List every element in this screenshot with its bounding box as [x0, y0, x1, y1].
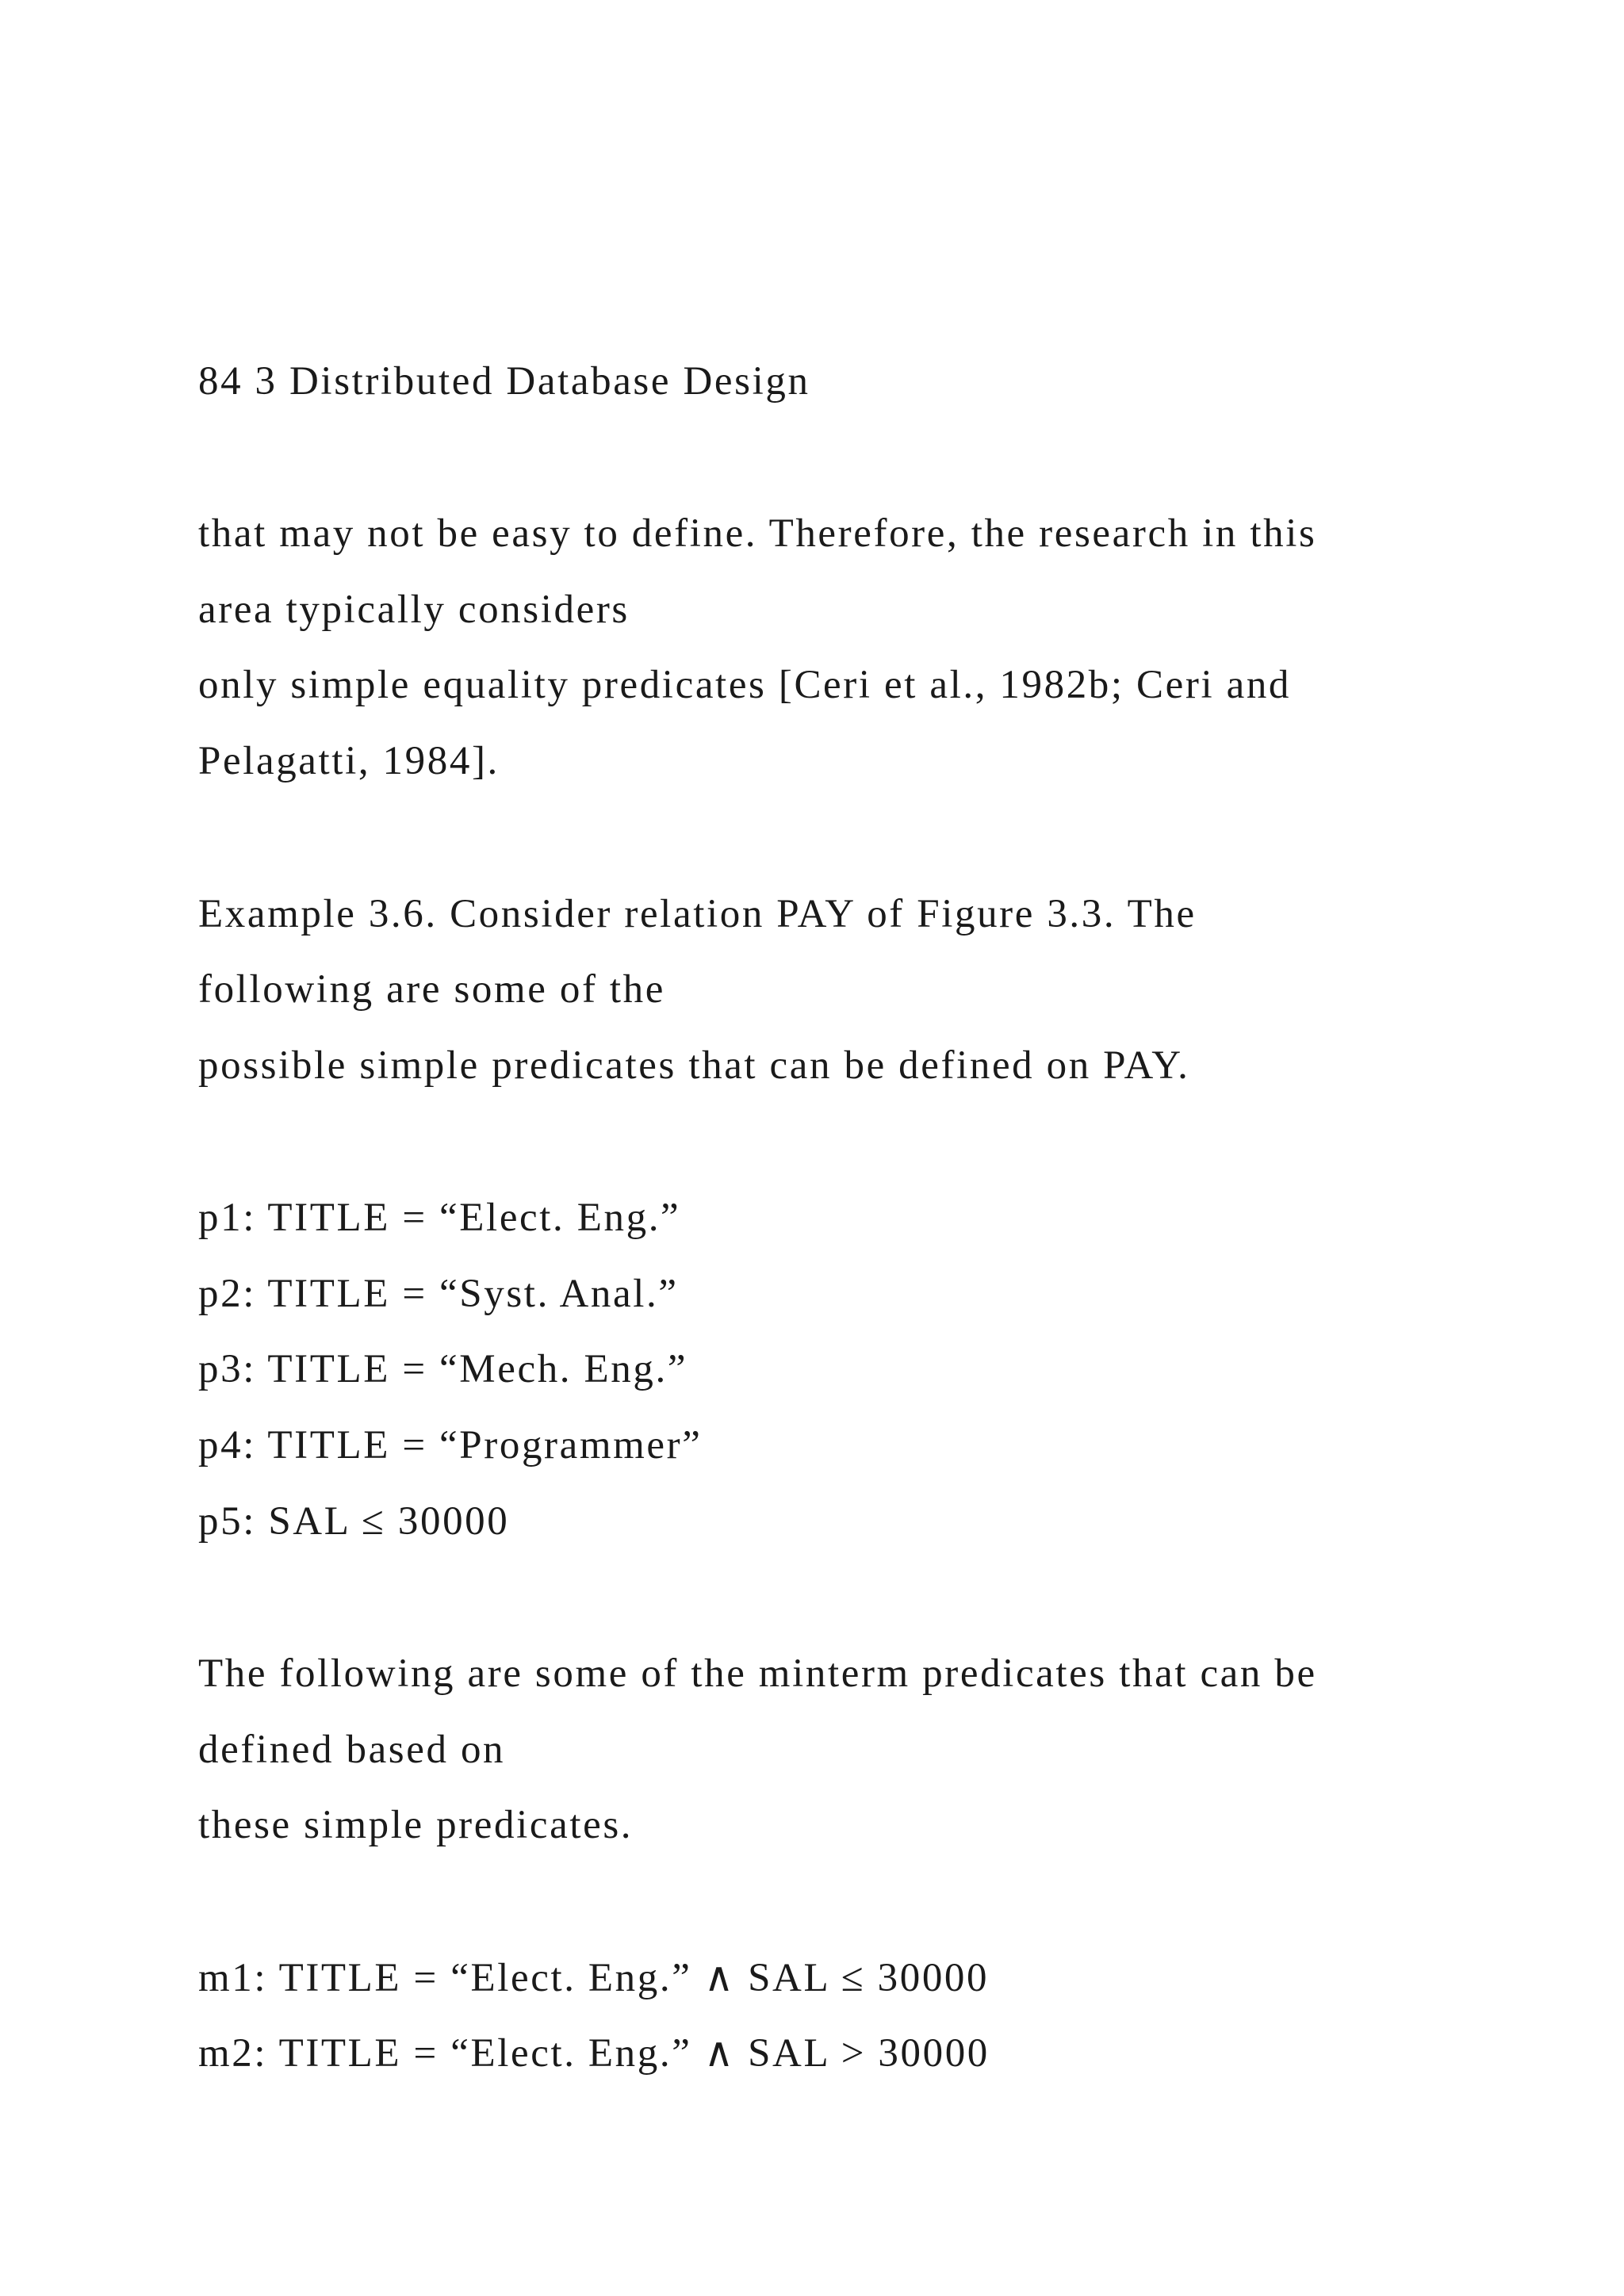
intro-line-3: only simple equality predicates [Ceri et al., 1982b; Ceri and — [198, 663, 1292, 707]
example-line-3: possible simple predicates that can be defined on PAY. — [198, 1043, 1190, 1088]
minterm-intro-line-1: The following are some of the minterm predicates that can be — [198, 1651, 1317, 1696]
running-header: 84 3 Distributed Database Design — [198, 359, 810, 404]
simple-predicate-p4: p4: TITLE = “Programmer” — [198, 1423, 703, 1468]
minterm-predicate-m2: m2: TITLE = “Elect. Eng.” ∧ SAL > 30000 — [198, 2031, 990, 2076]
minterm-intro-line-2: defined based on — [198, 1728, 506, 1772]
simple-predicate-p1: p1: TITLE = “Elect. Eng.” — [198, 1196, 681, 1240]
simple-predicate-p2: p2: TITLE = “Syst. Anal.” — [198, 1272, 679, 1316]
example-line-1: Example 3.6. Consider relation PAY of Figure 3.3. The — [198, 892, 1197, 936]
minterm-predicate-m1: m1: TITLE = “Elect. Eng.” ∧ SAL ≤ 30000 — [198, 1956, 990, 2000]
intro-line-4: Pelagatti, 1984]. — [198, 739, 500, 783]
intro-line-1: that may not be easy to define. Therefore, the research in this — [198, 511, 1317, 556]
intro-line-2: area typically considers — [198, 587, 630, 632]
example-line-2: following are some of the — [198, 967, 666, 1012]
simple-predicate-p5: p5: SAL ≤ 30000 — [198, 1499, 510, 1544]
minterm-intro-line-3: these simple predicates. — [198, 1803, 634, 1847]
simple-predicate-p3: p3: TITLE = “Mech. Eng.” — [198, 1347, 688, 1391]
